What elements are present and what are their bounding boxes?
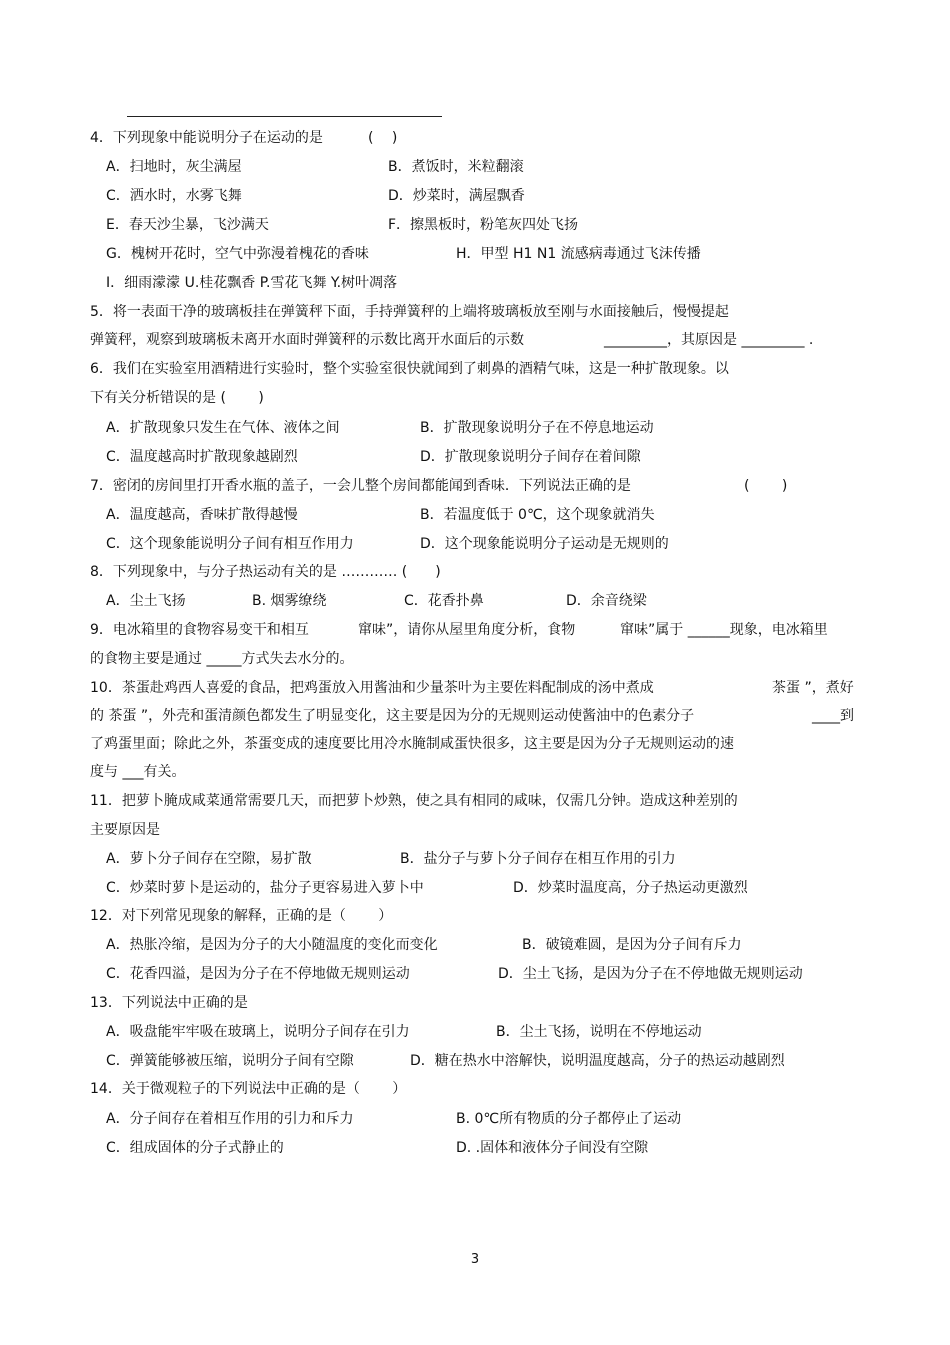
- q14-stem: 14．关于微观粒子的下列说法中正确的是（ ）: [90, 1081, 407, 1097]
- q5-line-2: 弹簧秤，观察到玻璃板未离开水面时弹簧秤的示数比离开水面后的示数: [90, 332, 524, 348]
- q10-line-3: 了鸡蛋里面；除此之外，茶蛋变成的速度要比用冷水腌制咸蛋快很多，这主要是因为分子无规则运动的速: [90, 736, 734, 752]
- q4-option-f: F．擦黑板时，粉笔灰四处飞扬: [388, 217, 579, 233]
- q9-line-1c: 窜味”属于 ______现象，电冰箱里: [620, 622, 828, 638]
- q7-option-c: C．这个现象能说明分子间有相互作用力: [106, 536, 354, 552]
- q6-line-1: 6．我们在实验室用酒精进行实验时，整个实验室很快就闻到了刺鼻的酒精气味，这是一种扩散现象。以: [90, 361, 729, 377]
- q4-option-e: E．春天沙尘暴，飞沙满天: [106, 217, 269, 233]
- q14-option-c: C．组成固体的分子式静止的: [106, 1140, 284, 1156]
- q13-option-a: A．吸盘能牢牢吸在玻璃上，说明分子间存在引力: [106, 1024, 410, 1040]
- q4-option-c: C．洒水时，水雾飞舞: [106, 188, 242, 204]
- q13-option-b: B．尘土飞扬，说明在不停地运动: [496, 1024, 702, 1040]
- q5-line-1: 5．将一表面干净的玻璃板挂在弹簧秤下面，手持弹簧秤的上端将玻璃板放至刚与水面接触后，慢慢提起: [90, 304, 729, 320]
- q7-option-a: A．温度越高，香味扩散得越慢: [106, 507, 298, 523]
- q10-line-1a: 10．茶蛋赴鸡西人喜爱的食品，把鸡蛋放入用酱油和少量茶叶为主要佐料配制成的汤中煮成: [90, 680, 654, 696]
- q6-option-c: C．温度越高时扩散现象越剧烈: [106, 449, 298, 465]
- q9-line-1a: 9．电冰箱里的食物容易变干和相互: [90, 622, 309, 638]
- q5-line-2-blanks: _________，其原因是 _________ .: [604, 332, 814, 348]
- q10-line-2a: 的 茶蛋 ”，外壳和蛋清颜色都发生了明显变化，这主要是因为分的无规则运动使酱油中的色素分子: [90, 708, 695, 724]
- q12-option-a: A．热胀冷缩，是因为分子的大小随温度的变化而变化: [106, 937, 438, 953]
- q11-option-b: B．盐分子与萝卜分子间存在相互作用的引力: [400, 851, 676, 867]
- q11-line-1: 11．把萝卜腌成咸菜通常需要几天，而把萝卜炒熟，使之具有相同的咸味，仅需几分钟。造成这种差别的: [90, 793, 738, 809]
- q12-option-d: D．尘土飞扬，是因为分子在不停地做无规则运动: [498, 966, 803, 982]
- q7-stem: 7．密闭的房间里打开香水瓶的盖子，一会儿整个房间都能闻到香味．下列说法正确的是: [90, 478, 631, 494]
- q6-line-2: 下有关分析错误的是 ( ): [90, 390, 264, 406]
- q4-option-g: G．槐树开花时，空气中弥漫着槐花的香味: [106, 246, 369, 262]
- q11-line-2: 主要原因是: [90, 822, 160, 838]
- q6-option-b: B．扩散现象说明分子在不停息地运动: [420, 420, 654, 436]
- q13-option-c: C．弹簧能够被压缩，说明分子间有空隙: [106, 1053, 354, 1069]
- q8-option-c: C．花香扑鼻: [404, 593, 484, 609]
- q11-option-c: C．炒菜时萝卜是运动的，盐分子更容易进入萝卜中: [106, 880, 424, 896]
- q4-option-d: D．炒菜时，满屋飘香: [388, 188, 525, 204]
- q13-stem: 13．下列说法中正确的是: [90, 995, 248, 1011]
- q8-option-d: D．余音绕梁: [566, 593, 647, 609]
- q8-option-b: B. 烟雾缭绕: [252, 593, 327, 609]
- q11-option-d: D．炒菜时温度高，分子热运动更激烈: [513, 880, 748, 896]
- q4-option-b: B．煮饭时，米粒翻滚: [388, 159, 524, 175]
- q12-stem: 12．对下列常见现象的解释，正确的是（ ）: [90, 908, 393, 924]
- q12-option-b: B．破镜难圆，是因为分子间有斥力: [522, 937, 742, 953]
- q4-option-h: H．甲型 H1 N1 流感病毒通过飞沫传播: [456, 246, 701, 262]
- q4-option-a: A．扫地时，灰尘满屋: [106, 159, 242, 175]
- q4-stem: 4．下列现象中能说明分子在运动的是: [90, 130, 323, 146]
- q12-option-c: C．花香四溢，是因为分子在不停地做无规则运动: [106, 966, 410, 982]
- q4-paren: ( ): [368, 130, 398, 146]
- q6-option-a: A．扩散现象只发生在气体、液体之间: [106, 420, 340, 436]
- q7-paren: ( ): [744, 478, 788, 494]
- q6-option-d: D．扩散现象说明分子间存在着间隙: [420, 449, 641, 465]
- q10-line-4: 度与 ___有关。: [90, 764, 186, 780]
- q14-option-a: A．分子间存在着相互作用的引力和斥力: [106, 1111, 354, 1127]
- q11-option-a: A．萝卜分子间存在空隙，易扩散: [106, 851, 312, 867]
- q7-option-d: D．这个现象能说明分子运动是无规则的: [420, 536, 669, 552]
- q10-line-2b: ____到: [812, 708, 854, 724]
- q7-option-b: B．若温度低于 0℃，这个现象就消失: [420, 507, 655, 523]
- answer-blank-line: [127, 116, 442, 117]
- q10-line-1b: 茶蛋 ”，煮好: [772, 680, 854, 696]
- page-number: 3: [470, 1252, 480, 1267]
- q8-stem: 8．下列现象中，与分子热运动有关的是 ………… ( ): [90, 564, 441, 580]
- q8-option-a: A．尘土飞扬: [106, 593, 186, 609]
- q14-option-d: D. .固体和液体分子间没有空隙: [456, 1140, 649, 1156]
- q9-line-2: 的食物主要是通过 _____方式失去水分的。: [90, 651, 354, 667]
- q9-line-1b: 窜味”，请你从屋里角度分析，食物: [358, 622, 576, 638]
- q4-option-iupy: I．细雨濛濛 U.桂花飘香 P.雪花飞舞 Y.树叶凋落: [106, 275, 398, 291]
- q14-option-b: B. 0℃所有物质的分子都停止了运动: [456, 1111, 682, 1127]
- q13-option-d: D．糖在热水中溶解快，说明温度越高，分子的热运动越剧烈: [410, 1053, 785, 1069]
